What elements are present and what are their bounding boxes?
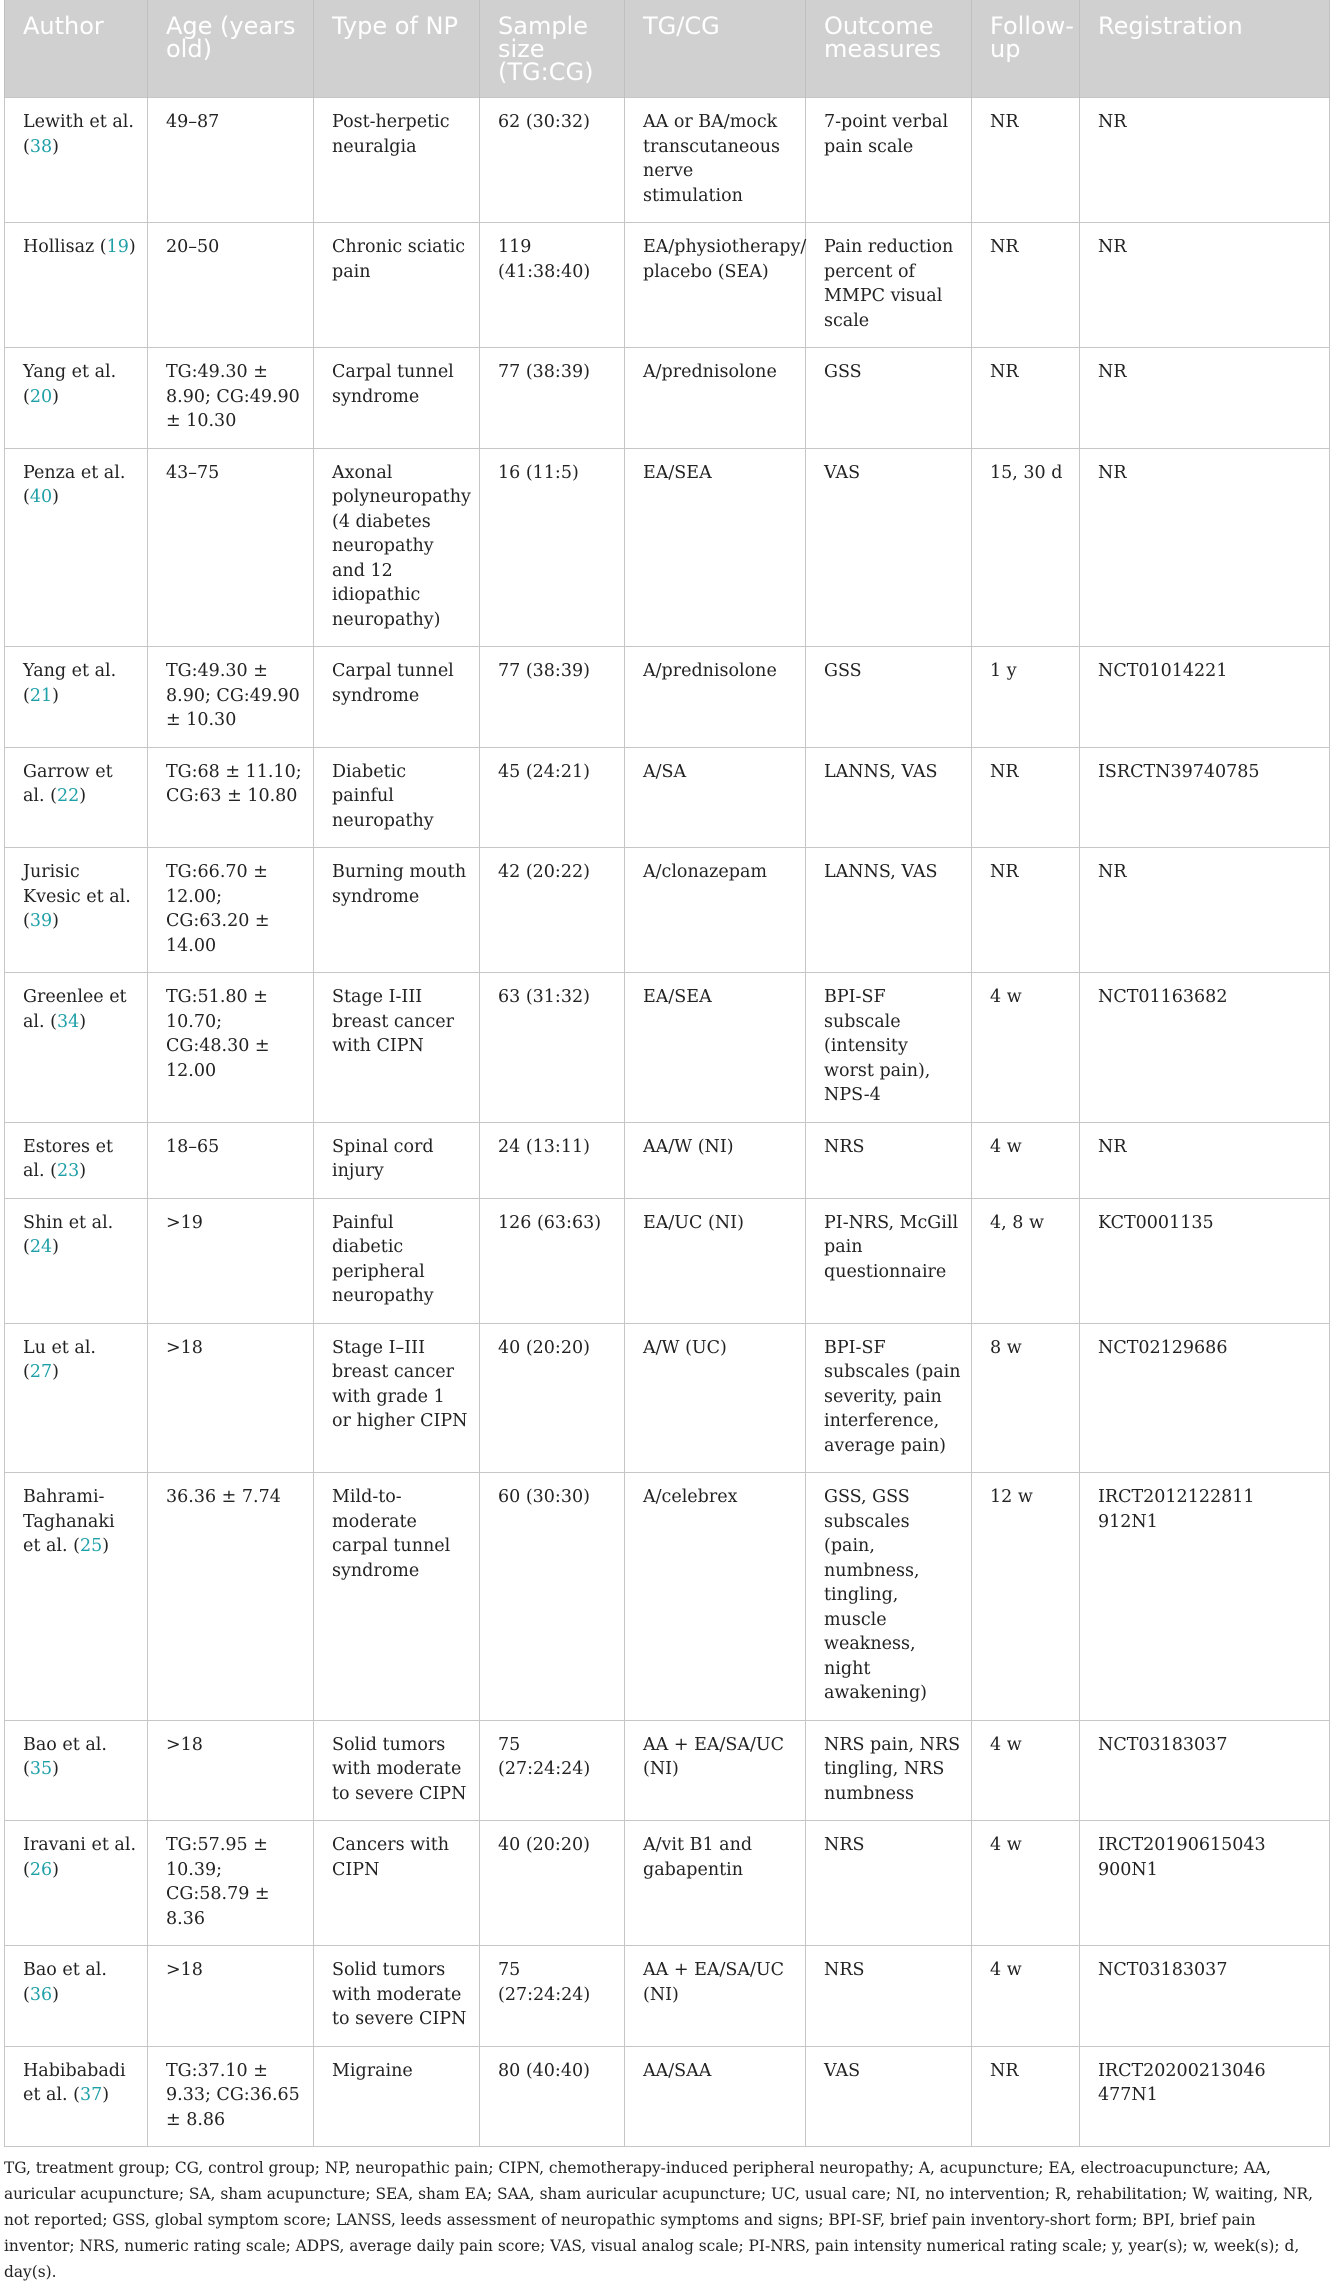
reference-link[interactable]: 34 bbox=[56, 1011, 80, 1032]
table-row bbox=[5, 1122, 1330, 1198]
age-cell: TG:37.10 ± 9.33; CG:36.65 ± 8.86 bbox=[148, 2046, 314, 2147]
np-type-cell: Solid tumors with moderate to severe CIPN bbox=[314, 1946, 480, 2047]
tg-cg-cell: A/W (UC) bbox=[625, 1323, 806, 1473]
reference-link[interactable]: 26 bbox=[29, 1859, 53, 1880]
author-name: Iravani et al. bbox=[23, 1835, 137, 1855]
table-footnote: TG, treatment group; CG, control group; NP, neuropathic pain; CIPN, chemotherapy-induced peripheral neuropathy; A, acupuncture; EA, electroacupuncture; AA, auricular acupuncture; SA, sham acupuncture; SEA, sham EA; SAA, sham auricular acupuncture; UC, usual care; NI, no intervention; R, rehabilitation; W, waiting, NR, not reported; GSS, global symptom score; LANSS, leeds assessment of neuropathic symptoms and signs; BPI-SF, brief pain inventory-short form; BPI, brief pain inventor; NRS, numeric rating scale; ADPS, average daily pain score; VAS, visual analog scale; PI-NRS, pain intensity numerical rating scale; y, year(s); w, week(s); d, day(s). bbox=[4, 2159, 1313, 2281]
outcome-cell: NRS bbox=[806, 1946, 972, 2047]
age-cell: 20–50 bbox=[148, 223, 314, 348]
outcome-cell: 7-point verbal pain scale bbox=[806, 98, 972, 223]
study-characteristics-table bbox=[4, 0, 1330, 2147]
follow-up-cell: NR bbox=[972, 348, 1080, 449]
sample-size-cell: 75 (27:24:24) bbox=[480, 1946, 625, 2047]
table-row bbox=[5, 1473, 1330, 1721]
author-name: Bao et al. bbox=[23, 1734, 107, 1755]
tg-cg-cell: EA/SEA bbox=[625, 973, 806, 1123]
age-cell: TG:49.30 ± 8.90; CG:49.90 ± 10.30 bbox=[148, 647, 314, 748]
age-cell: 49–87 bbox=[148, 98, 314, 223]
tg-cg-cell: A/vit B1 and gabapentin bbox=[625, 1821, 806, 1946]
age-cell: TG:57.95 ± 10.39; CG:58.79 ± 8.36 bbox=[148, 1821, 314, 1946]
outcome-cell: GSS, GSS subscales (pain, numbness, tingling, muscle weakness, night awakening) bbox=[806, 1473, 972, 1721]
reference-link[interactable]: 21 bbox=[29, 685, 53, 706]
follow-up-cell: NR bbox=[972, 747, 1080, 848]
author-cell: Lu et al. (27) bbox=[5, 1323, 148, 1473]
author-cell: Garrow et al. (22) bbox=[5, 747, 148, 848]
sample-size-cell: 40 (20:20) bbox=[480, 1323, 625, 1473]
table-row bbox=[5, 1821, 1330, 1946]
np-type-cell: Spinal cord injury bbox=[314, 1122, 480, 1198]
sample-size-cell: 75 (27:24:24) bbox=[480, 1720, 625, 1821]
author-name: Bao et al. bbox=[23, 1960, 107, 1980]
np-type-cell: Stage I–III breast cancer with grade 1 or higher CIPN bbox=[314, 1323, 480, 1473]
follow-up-cell: 4 w bbox=[972, 1122, 1080, 1198]
author-cell: Shin et al. (24) bbox=[5, 1198, 148, 1323]
table-row bbox=[5, 2046, 1330, 2147]
tg-cg-cell: A/prednisolone bbox=[625, 348, 806, 449]
np-type-cell: Painful diabetic peripheral neuropathy bbox=[314, 1198, 480, 1323]
reference-link[interactable]: 38 bbox=[29, 136, 53, 157]
author-cell: Greenlee et al. (34) bbox=[5, 973, 148, 1123]
sample-size-cell: 62 (30:32) bbox=[480, 98, 625, 223]
sample-size-cell: 119 (41:38:40) bbox=[480, 223, 625, 348]
column-header-follow-up: Follow-up bbox=[972, 0, 1080, 98]
sample-size-cell: 126 (63:63) bbox=[480, 1198, 625, 1323]
age-cell: 43–75 bbox=[148, 448, 314, 647]
registration-cell: NR bbox=[1080, 848, 1330, 973]
outcome-cell: GSS bbox=[806, 647, 972, 748]
column-header-age: Age (years old) bbox=[148, 0, 314, 98]
table-row bbox=[5, 348, 1330, 449]
follow-up-cell: NR bbox=[972, 98, 1080, 223]
tg-cg-cell: AA/SAA bbox=[625, 2046, 806, 2147]
author-cell: Lewith et al. (38) bbox=[5, 98, 148, 223]
table-row bbox=[5, 1323, 1330, 1473]
age-cell: TG:51.80 ± 10.70; CG:48.30 ± 12.00 bbox=[148, 973, 314, 1123]
tg-cg-cell: EA/UC (NI) bbox=[625, 1198, 806, 1323]
np-type-cell: Post-herpetic neuralgia bbox=[314, 98, 480, 223]
registration-cell: IRCT20200213046 477N1 bbox=[1080, 2046, 1330, 2147]
author-name: Estores et al. bbox=[23, 1136, 113, 1181]
author-cell: Habibabadi et al. (37) bbox=[5, 2046, 148, 2147]
np-type-cell: Diabetic painful neuropathy bbox=[314, 747, 480, 848]
follow-up-cell: 12 w bbox=[972, 1473, 1080, 1721]
sample-size-cell: 24 (13:11) bbox=[480, 1122, 625, 1198]
np-type-cell: Chronic sciatic pain bbox=[314, 223, 480, 348]
sample-size-cell: 80 (40:40) bbox=[480, 2046, 625, 2147]
author-cell: Bao et al. (36) bbox=[5, 1946, 148, 2047]
outcome-cell: Pain reduction percent of MMPC visual scale bbox=[806, 223, 972, 348]
age-cell: >19 bbox=[148, 1198, 314, 1323]
table-row bbox=[5, 973, 1330, 1123]
np-type-cell: Mild-to-moderate carpal tunnel syndrome bbox=[314, 1473, 480, 1721]
author-name: Shin et al. bbox=[23, 1212, 114, 1233]
column-header-outcome: Outcome measures bbox=[806, 0, 972, 98]
age-cell: 36.36 ± 7.74 bbox=[148, 1473, 314, 1721]
table-row bbox=[5, 1720, 1330, 1821]
outcome-cell: PI-NRS, McGill pain questionnaire bbox=[806, 1198, 972, 1323]
table-row bbox=[5, 223, 1330, 348]
tg-cg-cell: A/celebrex bbox=[625, 1473, 806, 1721]
table-row bbox=[5, 747, 1330, 848]
table-header-row bbox=[5, 0, 1330, 98]
reference-link[interactable]: 36 bbox=[29, 1984, 53, 2005]
tg-cg-cell: EA/physiotherapy/ placebo (SEA) bbox=[625, 223, 806, 348]
follow-up-cell: NR bbox=[972, 2046, 1080, 2147]
registration-cell: NCT01014221 bbox=[1080, 647, 1330, 748]
age-cell: >18 bbox=[148, 1323, 314, 1473]
follow-up-cell: 4 w bbox=[972, 1720, 1080, 1821]
column-header-registration: Registration bbox=[1080, 0, 1330, 98]
outcome-cell: GSS bbox=[806, 348, 972, 449]
sample-size-cell: 16 (11:5) bbox=[480, 448, 625, 647]
np-type-cell: Cancers with CIPN bbox=[314, 1821, 480, 1946]
outcome-cell: NRS pain, NRS tingling, NRS numbness bbox=[806, 1720, 972, 1821]
sample-size-cell: 45 (24:21) bbox=[480, 747, 625, 848]
study-table-document bbox=[4, 0, 1329, 2285]
author-cell: Yang et al. (21) bbox=[5, 647, 148, 748]
outcome-cell: LANNS, VAS bbox=[806, 747, 972, 848]
author-name: Lewith et al. bbox=[23, 112, 134, 132]
reference-link[interactable]: 35 bbox=[29, 1759, 53, 1779]
tg-cg-cell: AA/W (NI) bbox=[625, 1122, 806, 1198]
author-cell: Bahrami-Taghanaki et al. (25) bbox=[5, 1473, 148, 1721]
age-cell: TG:49.30 ± 8.90; CG:49.90 ± 10.30 bbox=[148, 348, 314, 449]
registration-cell: IRCT20190615043 900N1 bbox=[1080, 1821, 1330, 1946]
outcome-cell: NRS bbox=[806, 1821, 972, 1946]
outcome-cell: VAS bbox=[806, 2046, 972, 2147]
table-row bbox=[5, 1198, 1330, 1323]
age-cell: >18 bbox=[148, 1946, 314, 2047]
registration-cell: NR bbox=[1080, 448, 1330, 647]
author-cell: Jurisic Kvesic et al. (39) bbox=[5, 848, 148, 973]
author-name: Bahrami-Taghanaki et al. bbox=[23, 1487, 115, 1556]
author-name: Lu et al. bbox=[23, 1337, 96, 1358]
column-header-author: Author bbox=[5, 0, 148, 98]
follow-up-cell: 15, 30 d bbox=[972, 448, 1080, 647]
author-cell: Bao et al. (35) bbox=[5, 1720, 148, 1821]
author-name: Garrow et al. bbox=[23, 761, 113, 806]
age-cell: >18 bbox=[148, 1720, 314, 1821]
np-type-cell: Stage I-III breast cancer with CIPN bbox=[314, 973, 480, 1123]
registration-cell: ISRCTN39740785 bbox=[1080, 747, 1330, 848]
tg-cg-cell: A/SA bbox=[625, 747, 806, 848]
column-header-sample-size: Sample size (TG:CG) bbox=[480, 0, 625, 98]
author-name: Greenlee et al. bbox=[23, 987, 127, 1032]
follow-up-cell: NR bbox=[972, 848, 1080, 973]
registration-cell: KCT0001135 bbox=[1080, 1198, 1330, 1323]
sample-size-cell: 77 (38:39) bbox=[480, 348, 625, 449]
age-cell: 18–65 bbox=[148, 1122, 314, 1198]
tg-cg-cell: A/prednisolone bbox=[625, 647, 806, 748]
author-name: Yang et al. bbox=[23, 362, 117, 382]
reference-link[interactable]: 22 bbox=[56, 786, 80, 806]
tg-cg-cell: EA/SEA bbox=[625, 448, 806, 647]
sample-size-cell: 40 (20:20) bbox=[480, 1821, 625, 1946]
np-type-cell: Solid tumors with moderate to severe CIPN bbox=[314, 1720, 480, 1821]
column-header-np-type: Type of NP bbox=[314, 0, 480, 98]
reference-link[interactable]: 24 bbox=[29, 1237, 53, 1257]
reference-link[interactable]: 20 bbox=[29, 386, 53, 407]
author-name: Habibabadi et al. bbox=[23, 2060, 126, 2105]
registration-cell: NR bbox=[1080, 1122, 1330, 1198]
registration-cell: IRCT2012122811 912N1 bbox=[1080, 1473, 1330, 1721]
registration-cell: NCT03183037 bbox=[1080, 1946, 1330, 2047]
follow-up-cell: 4, 8 w bbox=[972, 1198, 1080, 1323]
author-name: Yang et al. bbox=[23, 661, 117, 681]
np-type-cell: Migraine bbox=[314, 2046, 480, 2147]
table-row bbox=[5, 848, 1330, 973]
outcome-cell: BPI-SF subscales (pain severity, pain interference, average pain) bbox=[806, 1323, 972, 1473]
table-row bbox=[5, 448, 1330, 647]
follow-up-cell: 4 w bbox=[972, 1946, 1080, 2047]
np-type-cell: Burning mouth syndrome bbox=[314, 848, 480, 973]
reference-link[interactable]: 40 bbox=[29, 487, 53, 507]
tg-cg-cell: AA + EA/SA/UC (NI) bbox=[625, 1946, 806, 2047]
sample-size-cell: 63 (31:32) bbox=[480, 973, 625, 1123]
outcome-cell: BPI-SF subscale (intensity worst pain), NPS-4 bbox=[806, 973, 972, 1123]
reference-link[interactable]: 39 bbox=[29, 911, 53, 931]
np-type-cell: Carpal tunnel syndrome bbox=[314, 647, 480, 748]
author-name: Jurisic Kvesic et al. bbox=[23, 862, 131, 907]
registration-cell: NR bbox=[1080, 223, 1330, 348]
reference-link[interactable]: 25 bbox=[79, 1536, 103, 1556]
reference-link[interactable]: 27 bbox=[29, 1362, 53, 1382]
table-row bbox=[5, 647, 1330, 748]
author-cell: Hollisaz (19) bbox=[5, 223, 148, 348]
age-cell: TG:68 ± 11.10; CG:63 ± 10.80 bbox=[148, 747, 314, 848]
reference-link[interactable]: 19 bbox=[106, 237, 129, 257]
outcome-cell: NRS bbox=[806, 1122, 972, 1198]
tg-cg-cell: AA + EA/SA/UC (NI) bbox=[625, 1720, 806, 1821]
follow-up-cell: NR bbox=[972, 223, 1080, 348]
follow-up-cell: 1 y bbox=[972, 647, 1080, 748]
registration-cell: NCT02129686 bbox=[1080, 1323, 1330, 1473]
registration-cell: NR bbox=[1080, 98, 1330, 223]
follow-up-cell: 4 w bbox=[972, 973, 1080, 1123]
age-cell: TG:66.70 ± 12.00; CG:63.20 ± 14.00 bbox=[148, 848, 314, 973]
outcome-cell: LANNS, VAS bbox=[806, 848, 972, 973]
reference-link[interactable]: 37 bbox=[79, 2085, 103, 2105]
registration-cell: NCT01163682 bbox=[1080, 973, 1330, 1123]
author-name: Penza et al. bbox=[23, 462, 126, 483]
registration-cell: NR bbox=[1080, 348, 1330, 449]
follow-up-cell: 8 w bbox=[972, 1323, 1080, 1473]
table-row bbox=[5, 1946, 1330, 2047]
reference-link[interactable]: 23 bbox=[56, 1161, 80, 1181]
author-name: Hollisaz bbox=[23, 237, 95, 257]
np-type-cell: Axonal polyneuropathy (4 diabetes neuropathy and 12 idiopathic neuropathy) bbox=[314, 448, 480, 647]
tg-cg-cell: A/clonazepam bbox=[625, 848, 806, 973]
author-cell: Estores et al. (23) bbox=[5, 1122, 148, 1198]
sample-size-cell: 77 (38:39) bbox=[480, 647, 625, 748]
author-cell: Yang et al. (20) bbox=[5, 348, 148, 449]
sample-size-cell: 42 (20:22) bbox=[480, 848, 625, 973]
registration-cell: NCT03183037 bbox=[1080, 1720, 1330, 1821]
table-body bbox=[5, 98, 1330, 2147]
tg-cg-cell: AA or BA/mock transcutaneous nerve stimulation bbox=[625, 98, 806, 223]
author-cell: Penza et al. (40) bbox=[5, 448, 148, 647]
sample-size-cell: 60 (30:30) bbox=[480, 1473, 625, 1721]
table-row bbox=[5, 98, 1330, 223]
np-type-cell: Carpal tunnel syndrome bbox=[314, 348, 480, 449]
column-header-tg-cg: TG/CG bbox=[625, 0, 806, 98]
author-cell: Iravani et al. (26) bbox=[5, 1821, 148, 1946]
outcome-cell: VAS bbox=[806, 448, 972, 647]
follow-up-cell: 4 w bbox=[972, 1821, 1080, 1946]
